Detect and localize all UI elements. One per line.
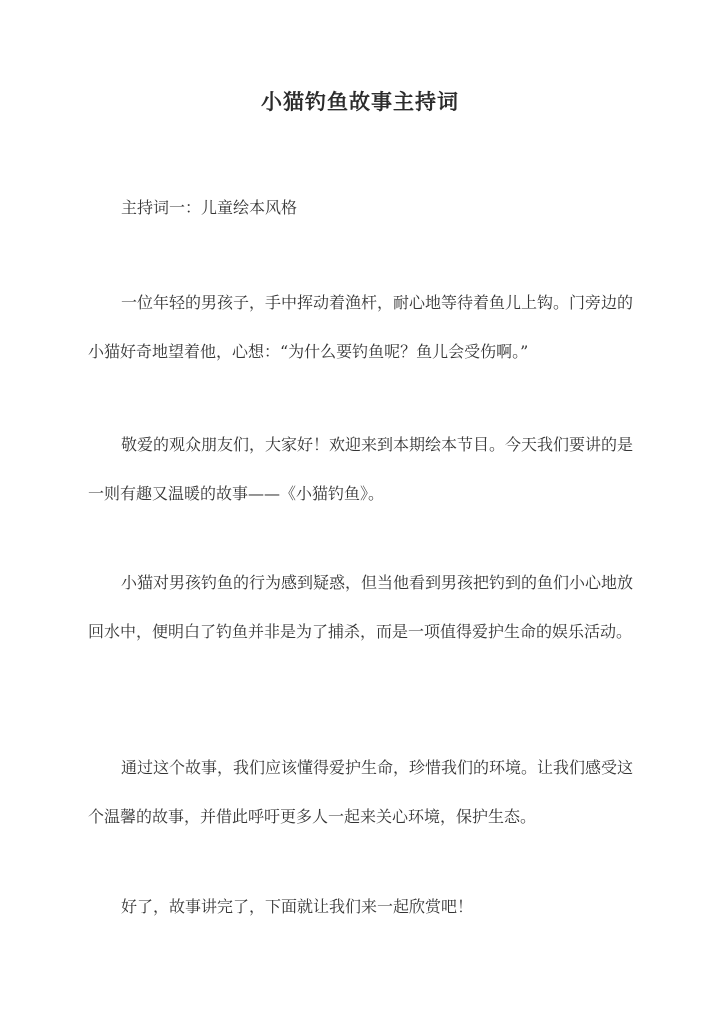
paragraph-boy-fishing: 一位年轻的男孩子，手中挥动着渔杆，耐心地等待着鱼儿上钩。门旁边的小猫好奇地望着他，心想：“为什么要钓鱼呢？鱼儿会受伤啊。”	[88, 293, 634, 361]
paragraph-cat-understands: 小猫对男孩钓鱼的行为感到疑惑，但当他看到男孩把钓到的鱼们小心地放回水中，便明白了钓鱼并非是为了捕杀，而是一项值得爱护生命的娱乐活动。	[88, 573, 634, 641]
paragraph-host-style-heading: 主持词一：儿童绘本风格	[121, 198, 298, 217]
paragraph-closing: 好了，故事讲完了，下面就让我们来一起欣赏吧！	[121, 897, 474, 916]
document-title: 小猫钓鱼故事主持词	[261, 89, 459, 114]
paragraph-greeting: 敬爱的观众朋友们，大家好！欢迎来到本期绘本节目。今天我们要讲的是一则有趣又温暖的故事——《小猫钓鱼》。	[88, 435, 634, 503]
paragraph-protect-life: 通过这个故事，我们应该懂得爱护生命，珍惜我们的环境。让我们感受这个温馨的故事，并借此呼吁更多人一起来关心环境，保护生态。	[88, 758, 634, 826]
